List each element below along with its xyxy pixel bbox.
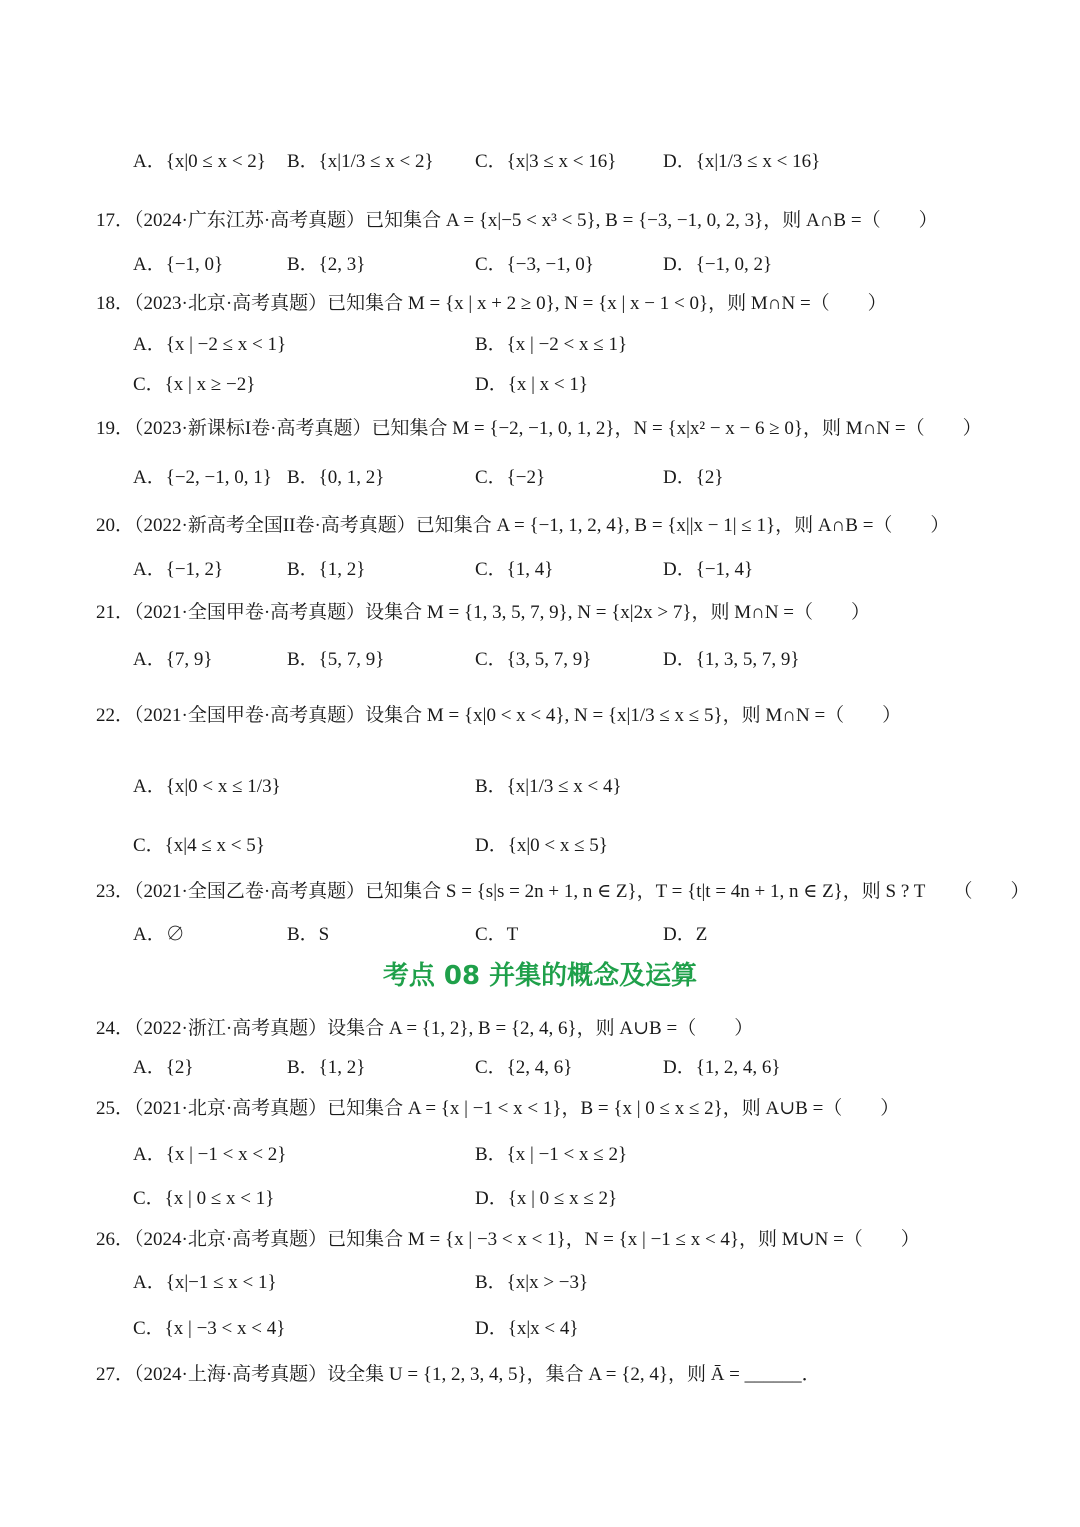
q20-stem: 20．（2022·新高考全国II卷·高考真题）已知集合 A = {−1, 1, 2, 4}, B = {x||x − 1| ≤ 1}，则 A∩B =（ ） <box>96 515 950 536</box>
q17-option-a: A．{−1, 0} <box>133 254 224 275</box>
q25-option-d: D．{x | 0 ≤ x ≤ 2} <box>475 1188 618 1209</box>
q23-stem: 23．（2021·全国乙卷·高考真题）已知集合 S = {s|s = 2n + 1, n ∈ Z}，T = {t|t = 4n + 1, n ∈ Z}，则 S ? T （ ） <box>96 881 1030 902</box>
q26-option-a: A．{x|−1 ≤ x < 1} <box>133 1272 277 1293</box>
q18-stem: 18．（2023·北京·高考真题）已知集合 M = {x | x + 2 ≥ 0}, N = {x | x − 1 < 0}，则 M∩N =（ ） <box>96 293 887 314</box>
q21-option-d: D．{1, 3, 5, 7, 9} <box>663 649 800 670</box>
q21-option-c: C．{3, 5, 7, 9} <box>475 649 592 670</box>
q19-option-d: D．{2} <box>663 467 724 488</box>
q16-option-c: C．{x|3 ≤ x < 16} <box>475 151 617 172</box>
q24-stem: 24．（2022·浙江·高考真题）设集合 A = {1, 2}, B = {2, 4, 6}，则 A∪B =（ ） <box>96 1018 754 1039</box>
q26-stem: 26．（2024·北京·高考真题）已知集合 M = {x | −3 < x < 1}，N = {x | −1 ≤ x < 4}，则 M∪N =（ ） <box>96 1229 920 1250</box>
q20-option-c: C．{1, 4} <box>475 559 554 580</box>
q21-option-b: B．{5, 7, 9} <box>287 649 385 670</box>
q19-stem: 19．（2023·新课标I卷·高考真题）已知集合 M = {−2, −1, 0, 1, 2}，N = {x|x² − x − 6 ≥ 0}，则 M∩N =（ ） <box>96 418 982 439</box>
q24-option-c: C．{2, 4, 6} <box>475 1057 573 1078</box>
q26-option-c: C．{x | −3 < x < 4} <box>133 1318 286 1339</box>
q18-option-b: B．{x | −2 < x ≤ 1} <box>475 334 628 355</box>
q26-option-b: B．{x|x > −3} <box>475 1272 589 1293</box>
section-title: 考点 08 并集的概念及运算 <box>382 961 698 991</box>
q27-stem: 27．（2024·上海·高考真题）设全集 U = {1, 2, 3, 4, 5}，集合 A = {2, 4}，则 Ā = ______． <box>96 1364 821 1385</box>
q17-option-c: C．{−3, −1, 0} <box>475 254 594 275</box>
q16-option-a: A．{x|0 ≤ x < 2} <box>133 151 266 172</box>
q24-option-b: B．{1, 2} <box>287 1057 366 1078</box>
q21-stem: 21．（2021·全国甲卷·高考真题）设集合 M = {1, 3, 5, 7, 9}, N = {x|2x > 7}，则 M∩N =（ ） <box>96 602 871 623</box>
q22-stem: 22．（2021·全国甲卷·高考真题）设集合 M = {x|0 < x < 4}, N = {x|1/3 ≤ x ≤ 5}，则 M∩N =（ ） <box>96 705 902 726</box>
q17-stem: 17．（2024·广东江苏·高考真题）已知集合 A = {x|−5 < x³ < 5}, B = {−3, −1, 0, 2, 3}，则 A∩B =（ ） <box>96 210 938 231</box>
q25-option-b: B．{x | −1 < x ≤ 2} <box>475 1144 628 1165</box>
q22-option-a: A．{x|0 < x ≤ 1/3} <box>133 776 281 797</box>
q18-option-a: A．{x | −2 ≤ x < 1} <box>133 334 287 355</box>
q25-stem: 25．（2021·北京·高考真题）已知集合 A = {x | −1 < x < 1}，B = {x | 0 ≤ x ≤ 2}，则 A∪B =（ ） <box>96 1098 900 1119</box>
q18-option-d: D．{x | x < 1} <box>475 374 588 395</box>
q16-option-d: D．{x|1/3 ≤ x < 16} <box>663 151 821 172</box>
q25-option-a: A．{x | −1 < x < 2} <box>133 1144 287 1165</box>
q18-option-c: C．{x | x ≥ −2} <box>133 374 256 395</box>
q23-option-a: A．∅ <box>133 924 185 945</box>
q21-option-a: A．{7, 9} <box>133 649 213 670</box>
q22-option-b: B．{x|1/3 ≤ x < 4} <box>475 776 622 797</box>
q17-option-b: B．{2, 3} <box>287 254 366 275</box>
q17-option-d: D．{−1, 0, 2} <box>663 254 773 275</box>
q23-option-c: C．T <box>475 924 519 945</box>
q16-option-b: B．{x|1/3 ≤ x < 2} <box>287 151 434 172</box>
q22-option-d: D．{x|0 < x ≤ 5} <box>475 835 608 856</box>
q24-option-d: D．{1, 2, 4, 6} <box>663 1057 781 1078</box>
q20-option-a: A．{−1, 2} <box>133 559 224 580</box>
q26-option-d: D．{x|x < 4} <box>475 1318 579 1339</box>
q20-option-d: D．{−1, 4} <box>663 559 754 580</box>
q22-option-c: C．{x|4 ≤ x < 5} <box>133 835 265 856</box>
q19-option-c: C．{−2} <box>475 467 546 488</box>
q23-option-b: B．S <box>287 924 330 945</box>
q23-option-d: D．Z <box>663 924 708 945</box>
q20-option-b: B．{1, 2} <box>287 559 366 580</box>
q19-option-a: A．{−2, −1, 0, 1} <box>133 467 272 488</box>
q24-option-a: A．{2} <box>133 1057 194 1078</box>
q19-option-b: B．{0, 1, 2} <box>287 467 385 488</box>
q25-option-c: C．{x | 0 ≤ x < 1} <box>133 1188 275 1209</box>
